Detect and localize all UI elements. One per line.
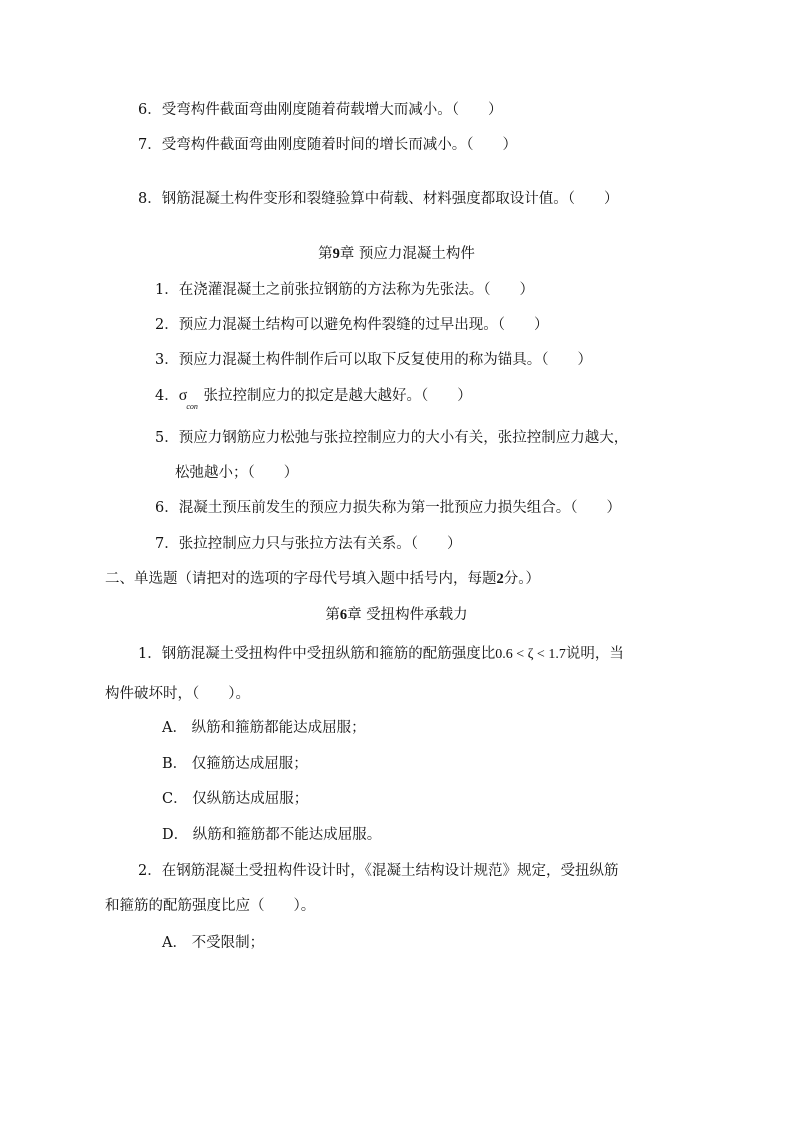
sigma-symbol: σ bbox=[178, 387, 188, 404]
ch9-item-5-line2: 松弛越小；（ ） bbox=[175, 465, 299, 481]
q1-option-a: A． 纵筋和箍筋都能达成屈服； bbox=[162, 720, 366, 736]
ch9-item-5-line1: 5．预应力钢筋应力松弛与张拉控制应力的大小有关，张拉控制应力越大， bbox=[155, 430, 629, 446]
ch9-item-7: 7．张拉控制应力只与张拉方法有关系。（ ） bbox=[155, 536, 462, 552]
ch9-item-1: 1．在浇灌混凝土之前张拉钢筋的方法称为先张法。（ ） bbox=[155, 282, 534, 298]
chapter-9-heading bbox=[0, 244, 793, 264]
q1-option-b: B． 仅箍筋达成屈服； bbox=[162, 756, 308, 772]
chapter-6-title: 章 受扭构件承载力 bbox=[347, 607, 468, 623]
chapter-6-prefix: 第 bbox=[325, 607, 340, 623]
q1-stem: 1．钢筋混凝土受扭构件中受扭纵筋和箍筋的配筋强度比 bbox=[138, 646, 496, 662]
judgment-item-8: 8．钢筋混凝土构件变形和裂缝验算中荷载、材料强度都取设计值。（ ） bbox=[138, 191, 619, 207]
ch9-item-4-text: 张拉控制应力的拟定是越大越好。（ ） bbox=[198, 388, 472, 404]
chapter-9-number: 9 bbox=[332, 246, 340, 262]
judgment-item-7: 7．受弯构件截面弯曲刚度随着时间的增长而减小。（ ） bbox=[138, 137, 517, 153]
section-2-suffix: 分。） bbox=[503, 571, 540, 587]
q2-line1: 2．在钢筋混凝土受扭构件设计时，《混凝土结构设计规范》规定，受扭纵筋 bbox=[138, 863, 619, 879]
chapter-9-title: 章 预应力混凝土构件 bbox=[339, 246, 475, 262]
section-2-prefix: 二、单选题（请把对的选项的字母代号填入题中括号内，每题 bbox=[105, 571, 497, 587]
q1-stem-cont: 说明，当 bbox=[565, 646, 624, 662]
chapter-9-prefix: 第 bbox=[318, 246, 333, 262]
ch9-item-4-number: 4． bbox=[155, 388, 179, 404]
sigma-subscript: con bbox=[186, 402, 198, 411]
q2-option-a: A． 不受限制； bbox=[162, 935, 265, 951]
ch9-item-4 bbox=[155, 386, 472, 411]
chapter-6-heading bbox=[0, 605, 793, 625]
q1-option-d: D． 纵筋和箍筋都不能达成屈服。 bbox=[162, 827, 382, 843]
chapter-6-number: 6 bbox=[339, 607, 348, 623]
q1-option-c: C． 仅纵筋达成屈服； bbox=[162, 791, 309, 807]
ch9-item-3: 3．预应力混凝土构件制作后可以取下反复使用的称为锚具。（ ） bbox=[155, 352, 592, 368]
ch9-item-2: 2．预应力混凝土结构可以避免构件裂缝的过早出现。（ ） bbox=[155, 317, 549, 333]
section-2-points: 2 bbox=[496, 571, 504, 587]
ch9-item-6: 6．混凝土预压前发生的预应力损失称为第一批预应力损失组合。（ ） bbox=[155, 500, 621, 516]
judgment-item-6: 6．受弯构件截面弯曲刚度随着荷载增大而减小。（ ） bbox=[138, 102, 503, 118]
q1-line1 bbox=[138, 644, 624, 665]
q1-ratio-formula: 0.6 < ζ < 1.7 bbox=[495, 647, 566, 662]
section-2-heading bbox=[105, 569, 540, 589]
q1-line2: 构件破坏时，（ ）。 bbox=[105, 686, 250, 702]
q2-line2: 和箍筋的配筋强度比应（ ）。 bbox=[105, 898, 316, 914]
